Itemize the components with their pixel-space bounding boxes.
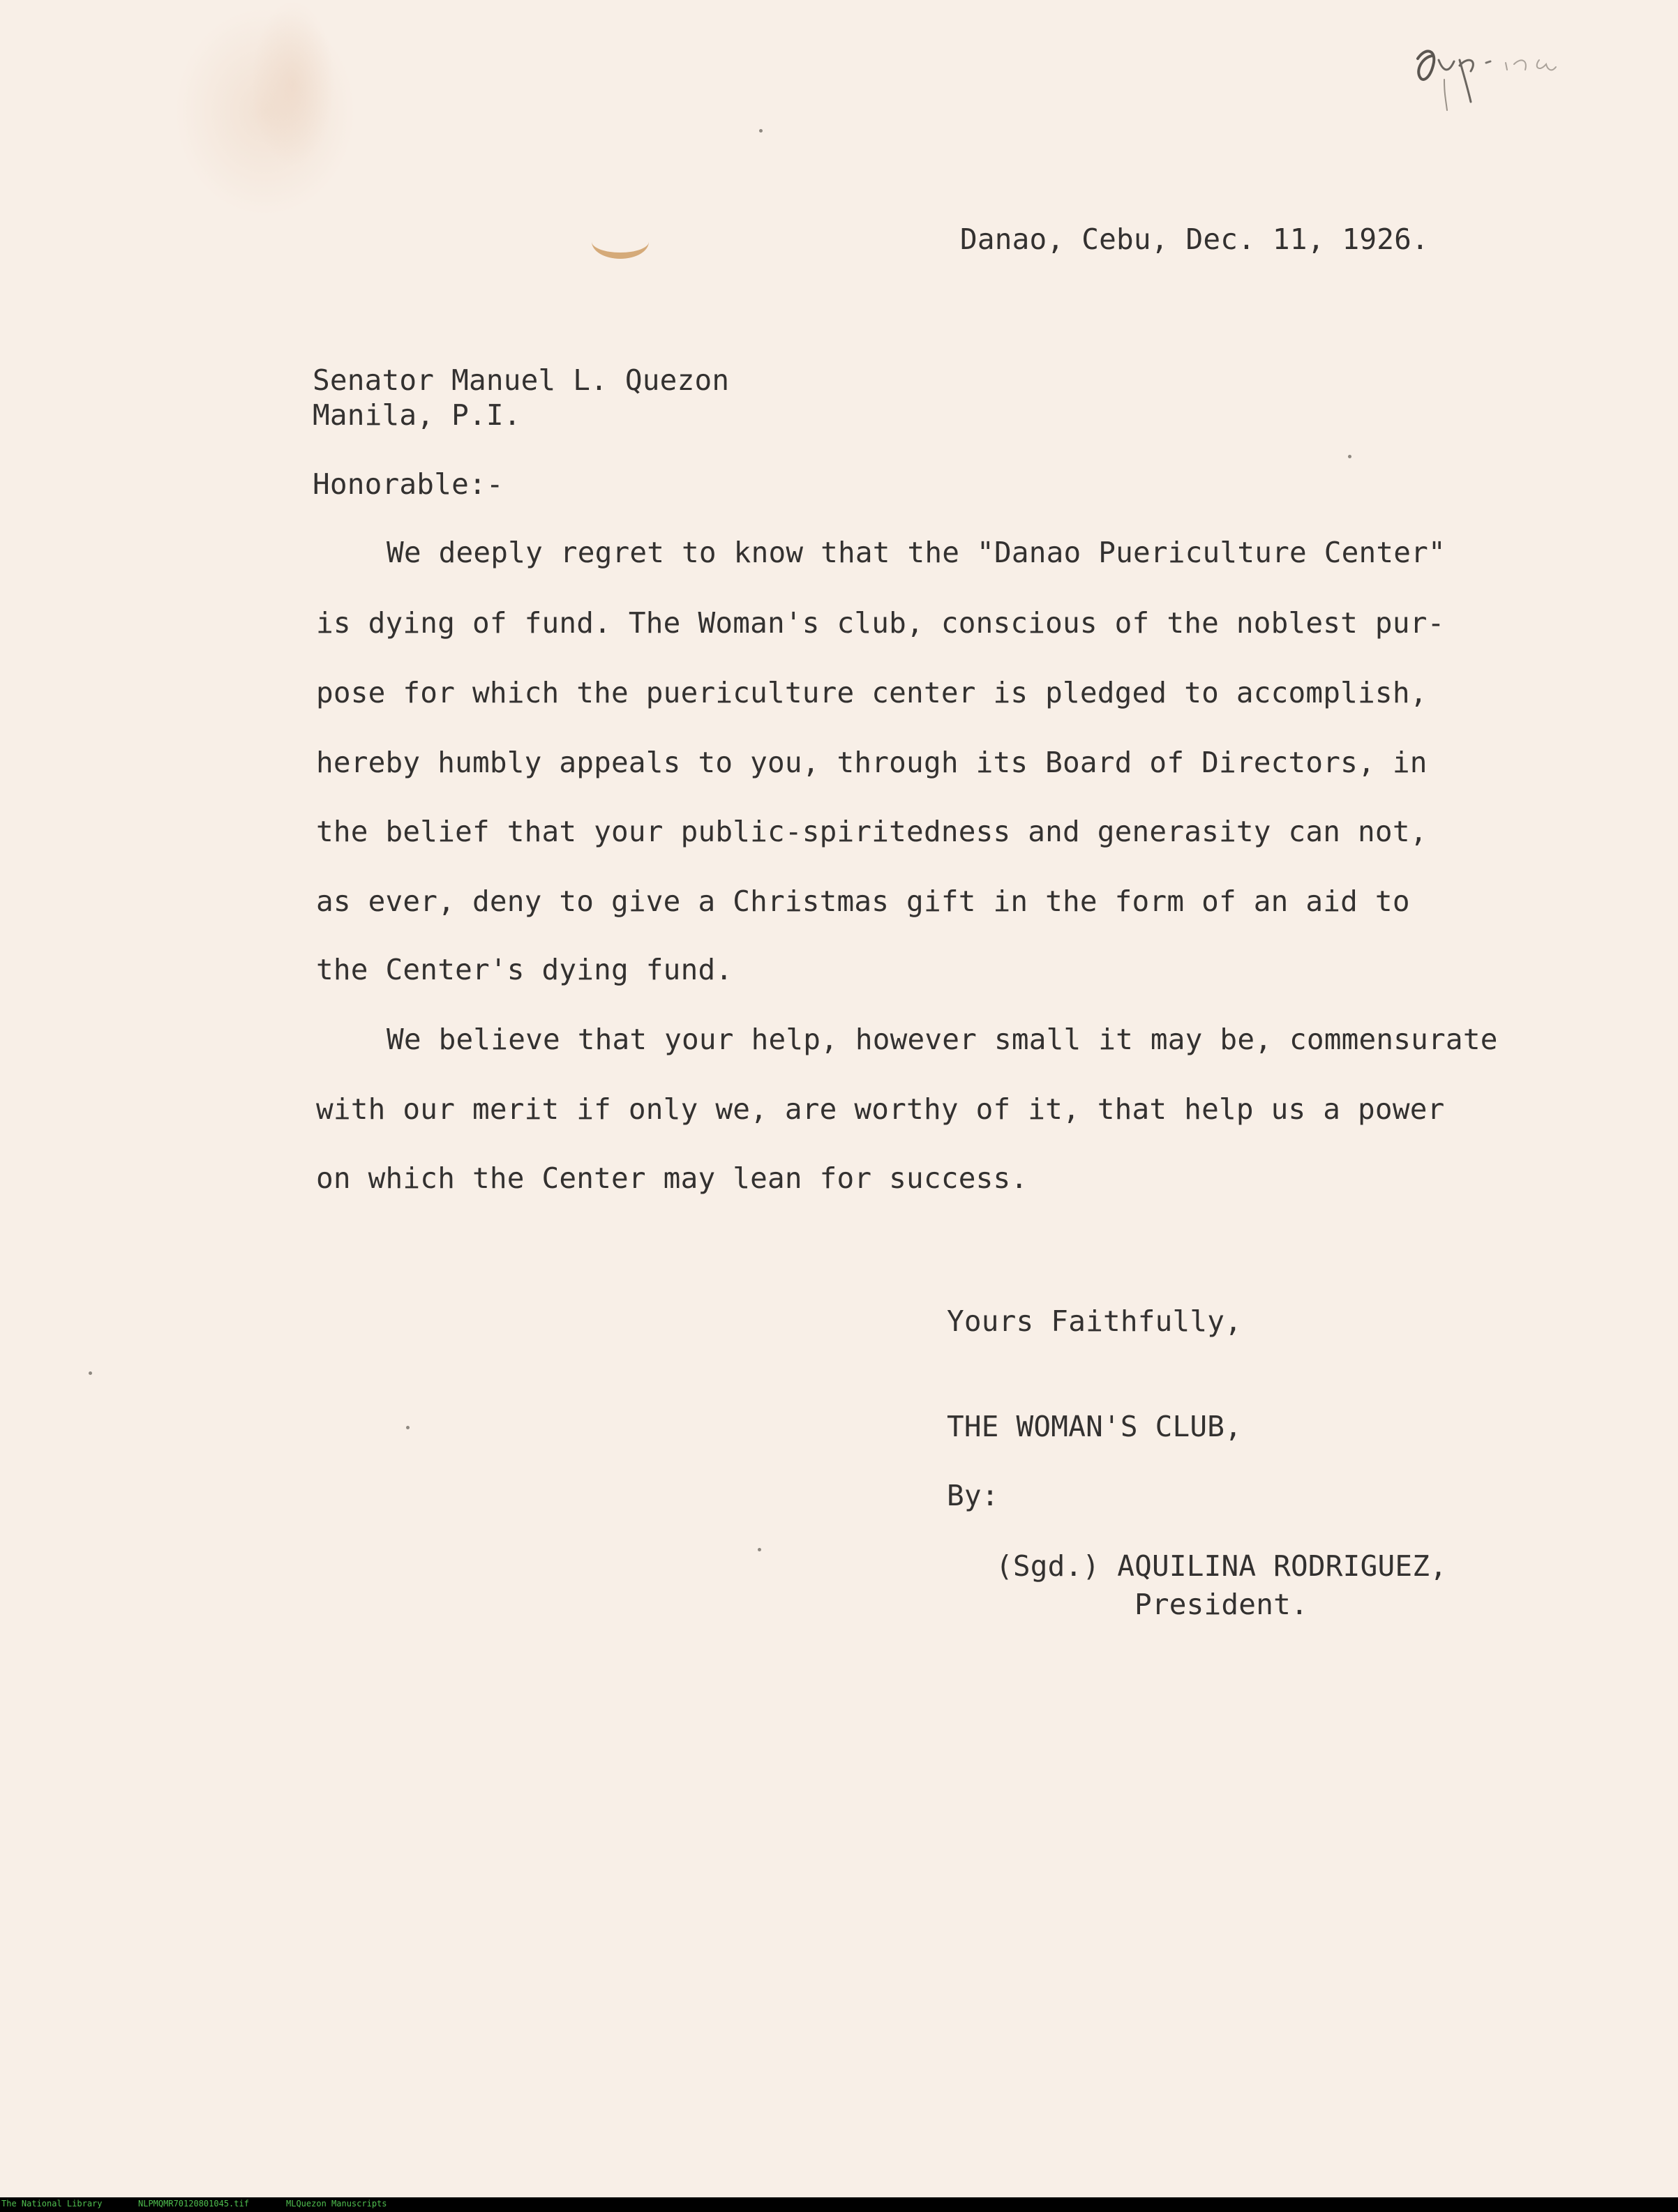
handwritten-annotation: [1409, 35, 1591, 112]
body-line: on which the Center may lean for success.: [316, 1161, 1028, 1195]
paper-speck: [1348, 455, 1351, 458]
body-line: the belief that your public-spiritedness and generasity can not,: [316, 815, 1428, 848]
body-line: hereby humbly appeals to you, through its Board of Directors, in: [316, 746, 1428, 779]
signature-line: (Sgd.) AQUILINA RODRIGUEZ,: [996, 1549, 1447, 1583]
body-line: as ever, deny to give a Christmas gift in the form of an aid to: [316, 885, 1410, 918]
closing: Yours Faithfully,: [947, 1304, 1243, 1338]
body-line: is dying of fund. The Woman's club, conscious of the noblest pur-: [316, 606, 1445, 640]
staple-mark: [592, 225, 649, 259]
paper-speck: [406, 1426, 410, 1429]
footer-library: The National Library: [1, 2199, 103, 2209]
salutation: Honorable:-: [313, 467, 504, 501]
scan-footer: [0, 2197, 1678, 2212]
footer-filename: NLPMQMR70120801045.tif: [138, 2199, 249, 2209]
paper-stain: [174, 7, 356, 216]
paper-speck: [89, 1371, 92, 1375]
body-line: We believe that your help, however small it may be, commensurate: [387, 1023, 1498, 1056]
organization-name: THE WOMAN'S CLUB,: [947, 1410, 1243, 1443]
paper-speck: [758, 1548, 761, 1551]
paper-stain: [251, 0, 335, 167]
signatory-title: President.: [1134, 1588, 1308, 1621]
recipient-address: Manila, P.I.: [313, 398, 521, 432]
body-line: We deeply regret to know that the "Danao Puericulture Center": [387, 536, 1446, 569]
letter-date: Danao, Cebu, Dec. 11, 1926.: [960, 223, 1429, 256]
paper-speck: [759, 129, 763, 133]
body-line: pose for which the puericulture center is pledged to accomplish,: [316, 676, 1428, 709]
by-label: By:: [947, 1479, 999, 1512]
body-line: the Center's dying fund.: [316, 953, 733, 986]
recipient-name: Senator Manuel L. Quezon: [313, 363, 730, 397]
body-line: with our merit if only we, are worthy of it, that help us a power: [316, 1092, 1445, 1126]
footer-collection: MLQuezon Manuscripts: [286, 2199, 387, 2209]
